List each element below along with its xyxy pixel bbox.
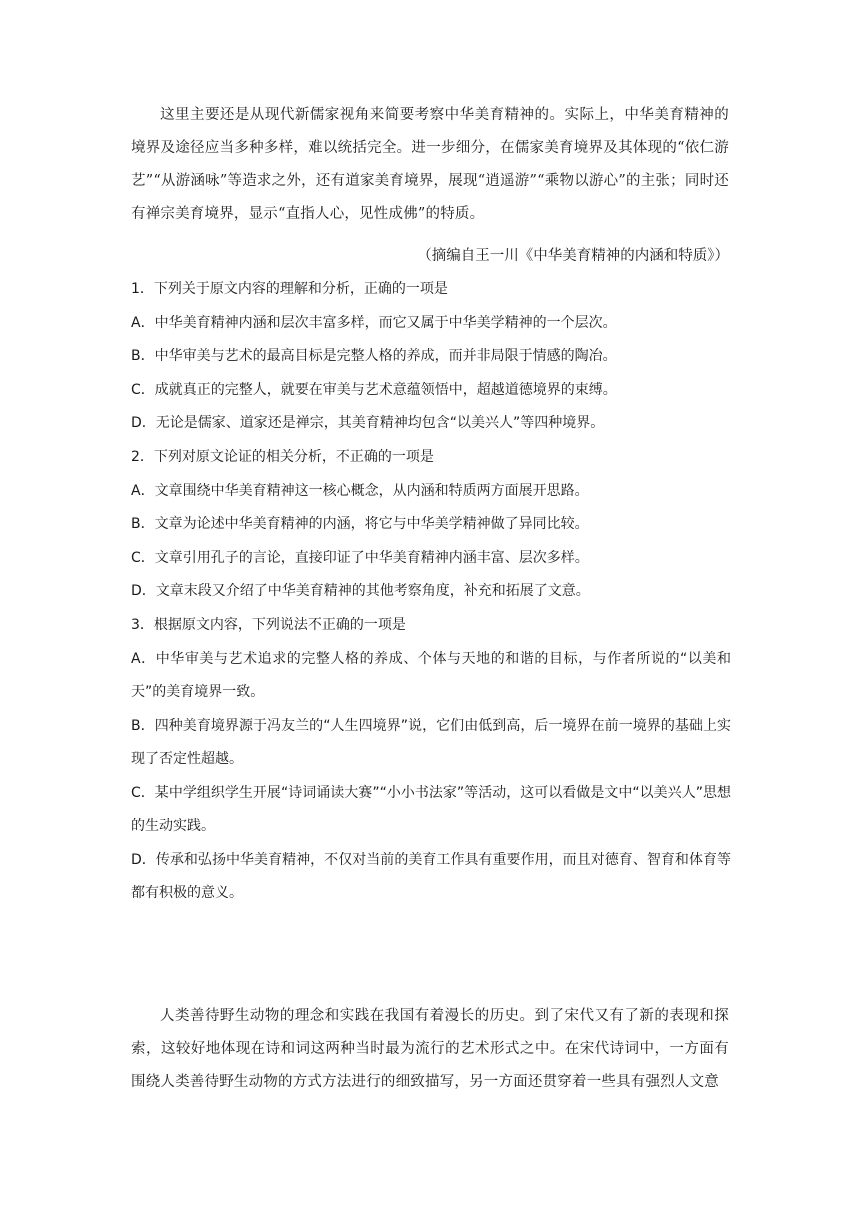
- question-block-3: [131, 609, 731, 911]
- passage1-paragraph: 这里主要还是从现代新儒家视角来简要考察中华美育精神的。实际上，中华美育精神的境界及途径应当多种多样，难以统括完全。进一步细分，在儒家美育境界及其体现的“依仁游艺”“从游涵咏”等造求之外，还有道家美育境界，展现“逍遥游”“乘物以游心”的主张；同时还有禅宗美育境界，显示“直指人心，见性成佛”的特质。: [131, 107, 729, 222]
- question-block-1: [131, 273, 731, 441]
- question-1-stem: 1．下列关于原文内容的理解和分析，正确的一项是: [131, 281, 448, 297]
- question-3-option-d: D．传承和弘扬中华美育精神，不仅对当前的美育工作具有重要作用，而且对德育、智育和体育等都有积极的意义。: [131, 851, 731, 901]
- question-2-option-c: C．文章引用孔子的言论，直接印证了中华美育精神内涵丰富、层次多样。: [131, 549, 589, 566]
- question-2-option-b: B．文章为论述中华美育精神的内涵，将它与中华美学精神做了异同比较。: [131, 516, 589, 532]
- passage1-source: （摘编自王一川《中华美育精神的内涵和特质》）: [417, 248, 729, 264]
- question-1-option-b: B．中华审美与艺术的最高目标是完整人格的养成，而并非局限于情感的陶冶。: [131, 348, 617, 364]
- question-1-option-d: D．无论是儒家、道家还是禅宗，其美育精神均包含“以美兴人”等四种境界。: [131, 415, 605, 431]
- question-2-option-d: D．文章末段又介绍了中华美育精神的其他考察角度，补充和拓展了文意。: [131, 583, 590, 599]
- question-3-option-a: A．中华审美与艺术追求的完整人格的养成、个体与天地的和谐的目标，与作者所说的“以美和天”的美育境界一致。: [131, 650, 731, 700]
- question-3-stem: 3．根据原文内容，下列说法不正确的一项是: [131, 617, 406, 633]
- question-3-option-b: B．四种美育境界源于冯友兰的“人生四境界”说，它们由低到高，后一境界在前一境界的基础上实现了否定性超越。: [131, 717, 731, 767]
- passage2-paragraph: 人类善待野生动物的理念和实践在我国有着漫长的历史。到了宋代又有了新的表现和探索，这较好地体现在诗和词这两种当时最为流行的艺术形式之中。在宋代诗词中，一方面有围绕人类善待野生动物的方式方法进行的细致描写，另一方面还贯穿着一些具有强烈人文意: [131, 1008, 729, 1090]
- question-block-2: [131, 441, 731, 609]
- question-2-option-a: A．文章围绕中华美育精神这一核心概念，从内涵和特质两方面展开思路。: [131, 482, 589, 499]
- question-3-option-c: C．某中学组织学生开展“诗词诵读大赛”“小小书法家”等活动，这可以看做是文中“以美兴人”思想的生动实践。: [131, 784, 731, 834]
- question-2-stem: 2．下列对原文论证的相关分析，不正确的一项是: [131, 449, 434, 465]
- question-1-option-c: C．成就真正的完整人，就要在审美与艺术意蕴领悟中，超越道德境界的束缚。: [131, 381, 617, 398]
- question-1-option-a: A．中华美育精神内涵和层次丰富多样，而它又属于中华美学精神的一个层次。: [131, 314, 617, 331]
